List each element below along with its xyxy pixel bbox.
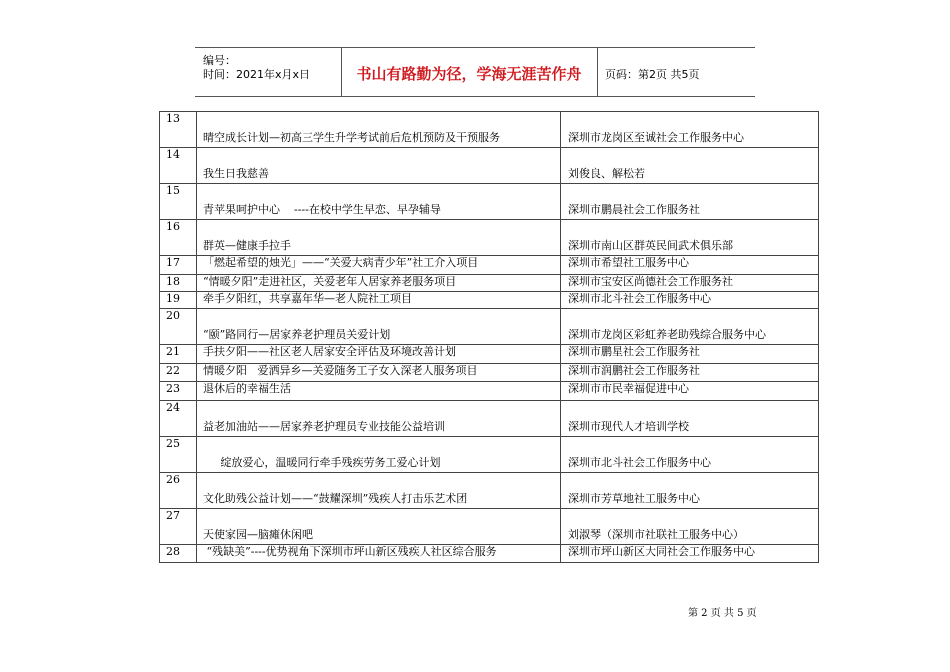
row-number-text: 13 [166,112,180,125]
project-name [197,292,561,309]
header-motto-cell [341,48,598,96]
row-number-text: 25 [166,437,180,450]
table-row [160,382,819,401]
page-footer: 第 2 页 共 5 页 [688,608,757,619]
org-text: 刘俊良、解松若 [568,166,645,180]
organization-name [561,382,819,401]
row-number-text: 28 [166,545,180,558]
project-text: “颐”路同行—居家养老护理员关爱计划 [203,327,391,341]
project-name [197,275,561,292]
organization-name [561,309,819,345]
header-meta [195,48,342,96]
row-number [160,364,197,382]
row-number [160,509,197,545]
table-row [160,148,819,184]
project-text: “情暖夕阳”走进社区，关爱老年人居家养老服务项目 [203,275,457,288]
organization-name [561,401,819,437]
project-text: 牵手夕阳红，共享嘉年华—老人院社工项目 [203,292,412,305]
motto: 书山有路勤为径，学海无涯苦作舟 [356,65,582,83]
project-text: 情暖夕阳 爱洒异乡—关爱随务工子女入深老人服务项目 [203,364,478,377]
table-row [160,112,819,148]
time-label: 时间：2021年x月x日 [203,68,311,81]
number-label: 编号： [203,54,236,67]
row-number-text: 20 [166,309,180,322]
row-number-text: 19 [166,292,180,305]
page-label: 页码：第2页 共5页 [605,68,700,81]
header-page-cell [597,48,755,96]
project-text: 我生日我慈善 [203,166,269,180]
table-row [160,184,819,220]
organization-name [561,545,819,563]
table-row [160,401,819,437]
row-number-text: 27 [166,509,180,522]
row-number [160,345,197,364]
project-name [197,382,561,401]
project-text: 「燃起希望的烛光」——“关爱大病青少年”社工介入项目 [203,256,479,269]
project-text: 绽放爱心，温暖同行牵手残疾劳务工爱心计划 [203,455,441,469]
organization-name [561,292,819,309]
table-row [160,509,819,545]
organization-name [561,509,819,545]
project-name [197,345,561,364]
org-text: 深圳市芳草地社工服务中心 [568,491,700,505]
row-number-text: 21 [166,345,180,358]
org-text: 深圳市北斗社会工作服务中心 [568,292,711,305]
org-text: 深圳市北斗社会工作服务中心 [568,455,711,469]
row-number [160,437,197,473]
row-number [160,220,197,256]
row-number-text: 17 [166,256,180,269]
row-number-text: 22 [166,364,180,377]
organization-name [561,184,819,220]
organization-name [561,437,819,473]
organization-name [561,148,819,184]
row-number [160,184,197,220]
organization-name [561,112,819,148]
table-row [160,292,819,309]
organization-name [561,256,819,275]
table-row [160,345,819,364]
project-name [197,112,561,148]
table-row [160,545,819,563]
org-text: 深圳市龙岗区至诚社会工作服务中心 [568,130,744,144]
project-name [197,401,561,437]
organization-name [561,345,819,364]
row-number-text: 18 [166,275,180,288]
page-header [195,47,755,97]
project-name [197,437,561,473]
project-text: 群英—健康手拉手 [203,238,291,252]
row-number [160,401,197,437]
row-number [160,112,197,148]
row-number-text: 26 [166,473,180,486]
org-text: 深圳市坪山新区大同社会工作服务中心 [568,545,755,558]
row-number [160,275,197,292]
project-name [197,473,561,509]
table-row [160,473,819,509]
organization-name [561,275,819,292]
project-text: 退休后的幸福生活 [203,382,291,395]
row-number [160,473,197,509]
organization-name [561,364,819,382]
project-text: 文化助残公益计划——“鼓耀深圳”残疾人打击乐艺术团 [203,491,468,505]
project-name [197,509,561,545]
row-number [160,148,197,184]
project-table [159,111,819,563]
row-number [160,256,197,275]
org-text: 深圳市龙岗区彩虹养老助残综合服务中心 [568,327,766,341]
table-row [160,309,819,345]
project-name [197,220,561,256]
project-name [197,545,561,563]
row-number [160,382,197,401]
row-number [160,545,197,563]
project-name [197,184,561,220]
organization-name [561,473,819,509]
project-text: 天使家园—脑瘫休闲吧 [203,527,313,541]
project-name [197,309,561,345]
org-text: 深圳市市民幸福促进中心 [568,382,689,395]
row-number-text: 16 [166,220,180,233]
table-row [160,437,819,473]
org-text: 深圳市润鹏社会工作服务社 [568,364,700,377]
project-text: 晴空成长计划—初高三学生升学考试前后危机预防及干预服务 [203,130,500,144]
org-text: 深圳市鹏星社会工作服务社 [568,345,700,358]
project-name [197,256,561,275]
table-row [160,220,819,256]
org-text: 深圳市南山区群英民间武术俱乐部 [568,238,733,252]
org-text: 刘淑琴（深圳市社联社工服务中心） [568,527,744,541]
row-number [160,309,197,345]
project-text: 青苹果呵护中心 ----在校中学生早恋、早孕辅导 [203,202,441,216]
row-number-text: 24 [166,401,180,414]
row-number-text: 23 [166,382,180,395]
org-text: 深圳市希望社工服务中心 [568,256,689,269]
table-row [160,364,819,382]
project-name [197,364,561,382]
project-text: 益老加油站——居家养老护理员专业技能公益培训 [203,419,445,433]
organization-name [561,220,819,256]
org-text: 深圳市现代人才培训学校 [568,419,689,433]
row-number-text: 14 [166,148,180,161]
org-text: 深圳市鹏晨社会工作服务社 [568,202,700,216]
project-text: “残缺美”----优势视角下深圳市坪山新区残疾人社区综合服务 [203,545,497,558]
table-row [160,256,819,275]
org-text: 深圳市宝安区尚德社会工作服务社 [568,275,733,288]
project-text: 手扶夕阳——社区老人居家安全评估及环境改善计划 [203,345,456,358]
row-number [160,292,197,309]
table-row [160,275,819,292]
project-name [197,148,561,184]
row-number-text: 15 [166,184,180,197]
